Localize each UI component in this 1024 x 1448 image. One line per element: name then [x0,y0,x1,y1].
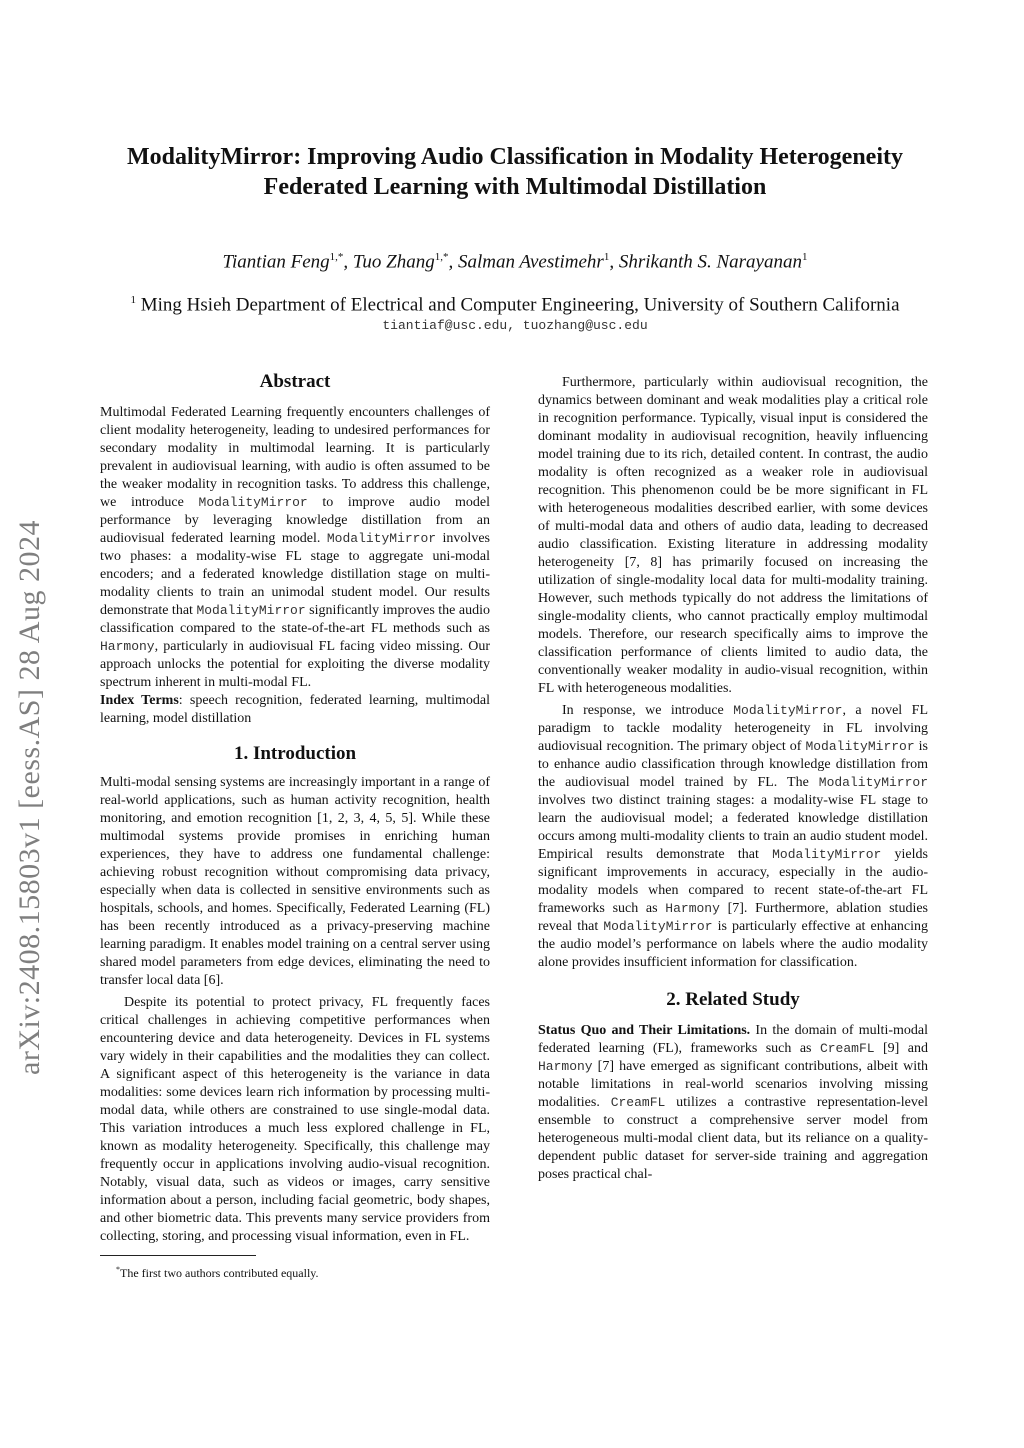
author-separator: , [343,251,353,273]
affiliation-mark: 1 [130,294,136,306]
index-terms: Index Terms: speech recognition, federated learning, multimodal learning, model distillation [100,693,490,726]
code-term: CreamFL [819,1041,875,1056]
index-terms-label: Index Terms [100,693,179,708]
code-term: CreamFL [610,1095,666,1110]
code-term: ModalityMirror [772,847,882,862]
footnote-mark: * [116,1265,120,1274]
author-name: Shrikanth S. Narayanan [618,251,802,273]
author-affiliation-mark: 1 [801,251,808,263]
footnote-text: The first two authors contributed equally. [120,1266,319,1280]
code-term: ModalityMirror [733,703,843,718]
author-separator: , [609,251,619,273]
author-list [60,244,970,275]
related-paragraph-1: Status Quo and Their Limitations. In the domain of multi-modal federated learning (FL), frameworks such as CreamFL [9] and Harmony [7] have emerged as significant contributions, albeit with notable limitations in real-world scenarios involving missing modalities. CreamFL utilizes a contrastive representation-level ensemble to construct a comprehensive server model from heterogeneous multi-modal client data, but its reliance on a quality-dependent public dataset for server-side training and aggregation poses practical chal- [538,1023,928,1182]
paper-title [60,142,970,202]
abstract-text: Multimodal Federated Learning frequently encounters challenges of client modality heterogeneity, leading to undesired performances for secondary modality in multimodal learning. It is particularly prevalent in audiovisual learning, with audio is often assumed to be the weaker modality in recognition tasks. To address this challenge, we introduce ModalityMirror to improve audio model performance by leveraging knowledge distillation from an audiovisual federated learning model. ModalityMirror involves two phases: a modality-wise FL stage to aggregate uni-modal encoders; and a federated knowledge distillation stage on multi-modality clients to train an unimodal student model. Our results demonstrate that ModalityMirror significantly improves the audio classification compared to the state-of-the-art FL methods such as Harmony, particularly in audiovisual FL facing video missing. Our approach unlocks the potential for exploiting the diverse modality spectrum inherent in multi-modal FL. [100,405,490,690]
author-separator: , [448,251,458,273]
left-column [100,370,490,1246]
code-term: ModalityMirror [603,919,713,934]
footnote [116,1262,319,1281]
footnote-divider [100,1255,256,1256]
author-name: Tuo Zhang [352,251,435,273]
code-term: ModalityMirror [326,531,437,546]
code-term: Harmony [665,901,720,916]
introduction-heading: 1. Introduction [233,743,357,764]
intro-paragraph-1: Multi-modal sensing systems are increasingly important in a range of real-world applications, such as human activity recognition, health monitoring, and emotion recognition [1, 2, 3, 4, 5, 5]. While these multimodal systems provide promises in enriching human experiences, they have to address one fundamental challenge: achieving robust recognition without compromising data privacy, especially when data is collected in sensitive environments such as hospitals, schools, and homes. Specifically, Federated Learning (FL) has been recently introduced as a privacy-preserving machine learning paradigm. It enables model training on a central server using shared model parameters from edge devices, eliminating the need to transfer local data [6]. [100,775,490,988]
title-line-2: Federated Learning with Multimodal Distillation [263,174,767,200]
author-emails: tiantiaf@usc.edu, tuozhang@usc.edu [382,318,648,333]
intro-paragraph-2: Despite its potential to protect privacy, FL frequently faces critical challenges in achieving competitive performances when encountering device and data heterogeneity. Devices in FL systems vary widely in their capabilities and the modalities they can collect. A significant aspect of this heterogeneity is the variance in data modalities: some devices learn rich information by processing multi-modal data, while others are constrained to use single-modal data. This variation introduces a much less explored challenge in FL, known as modality heterogeneity. Specifically, this challenge may frequently occur in applications involving audio-visual recognition. Notably, visual data, such as videos or images, carry sensitive information about a person, including facial geometric, body shapes, and other biometric data. This prevents many service providers from collecting, storing, and processing visual information, even in FL. [100,995,490,1244]
author-affiliation-mark: 1 [603,251,610,263]
author-affiliation-mark: 1,* [329,251,344,263]
code-term: Harmony [100,639,155,654]
intro-paragraph-3: Furthermore, particularly within audiovisual recognition, the dynamics between dominant and weak modalities play a critical role in recognition performance. Typically, visual input is considered the dominant modality in audiovisual recognition, heavily influencing model training due to its rich, detailed content. In contrast, the audio modality is often recognized as a weaker role in audiovisual recognition. This phenomenon could be be more significant in FL with heterogeneous modalities described earlier, with some devices of multi-modal data and others of audio data, leading to decreased audio classification. Existing literature in addressing modality heterogeneity [7, 8] has primarily focused on increasing the utilization of single-modality local data for multi-modality training. However, such methods typically do not address the limitations of single-modality clients, who cannot practically employ multimodal models. Therefore, our research specifically aims to improve the classification performance of clients limited to audio data, the conventionally weaker modality in audio-visual recognition, within FL with heterogeneous modalities. [538,375,928,696]
right-column [538,370,928,1184]
code-term: Harmony [538,1059,593,1074]
title-line-1: ModalityMirror: Improving Audio Classification in Modality Heterogeneity [127,144,903,170]
code-term: ModalityMirror [196,603,306,618]
arxiv-identifier-stamp: arXiv:2408.15803v1 [eess.AS] 28 Aug 2024 [13,520,46,1075]
intro-paragraph-4: In response, we introduce ModalityMirror, a novel FL paradigm to tackle modality heterogeneity in FL involving audiovisual recognition. The primary object of ModalityMirror is to enhance audio classification through knowledge distillation from the audiovisual model trained by FL. The ModalityMirror involves two distinct training stages: a modality-wise FL stage to learn the audiovisual model; a federated knowledge distillation occurs among multi-modality clients to train an audio student model. Empirical results demonstrate that ModalityMirror yields significant improvements in accuracy, especially in the audio-modality models when compared to recent state-of-the-art FL frameworks such as Harmony [7]. Furthermore, ablation studies reveal that ModalityMirror is particularly effective at enhancing the audio model’s performance on labels where the audio modality alone provides insufficient information for classification. [538,703,929,970]
affiliation-text: Ming Hsieh Department of Electrical and Computer Engineering, University of Southern California [140,294,900,316]
author-name: Tiantian Feng [222,251,330,273]
affiliation [60,287,970,318]
author-name: Salman Avestimehr [458,251,604,273]
abstract-heading: Abstract [259,371,331,392]
code-term: ModalityMirror [198,495,308,510]
code-term: ModalityMirror [818,775,928,790]
code-term: ModalityMirror [805,739,915,754]
author-affiliation-mark: 1,* [434,251,449,263]
paragraph-lead: Status Quo and Their Limitations. [538,1023,751,1038]
related-study-heading: 2. Related Study [666,989,800,1010]
